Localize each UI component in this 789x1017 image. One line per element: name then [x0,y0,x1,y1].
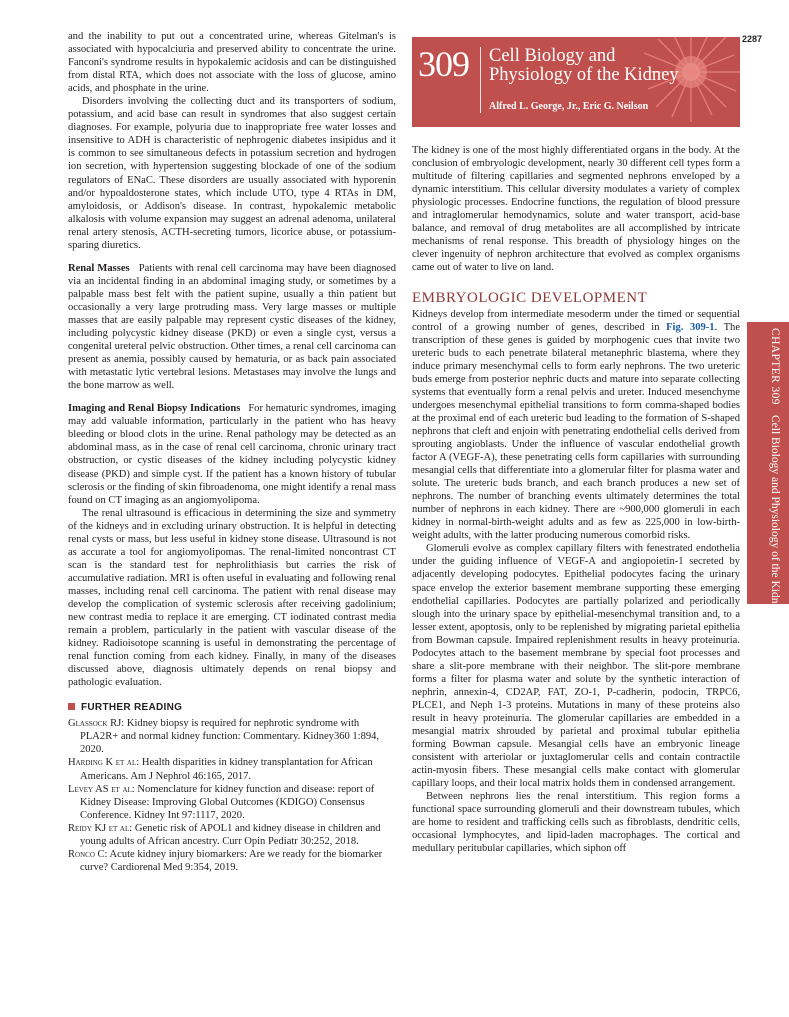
paragraph-text: For hematuric syndromes, imaging may add valuable information, particularly in the patient who has heavy bleeding or blood clots in the urine. Renal pathology may be detected as an abdominal mass, as in the case of renal cell carcinoma, chronic urinary tract obstruction, or cystic diseases of the kidney including polycystic kidney disease (PKD) and simple cyst. If the patient has a known history of tubular sclerosis or the finding of skin fibroadenoma, one might identify a renal mass found on CT imaging as an angiomyolipoma. [68,403,396,506]
reference-item [68,783,396,822]
chapter-side-tab [747,322,789,615]
run-in-heading: Renal Masses [68,262,130,274]
section-heading: EMBRYOLOGIC DEVELOPMENT [412,290,648,307]
chapter-title-line: Cell Biology and [489,46,616,66]
paragraph: Glomeruli evolve as complex capillary filters with fenestrated endothelia under the guiding influence of VEGF-A and angiopoietin-1 secreted by adjacently developing podocytes. Epithelial podocytes facing the urinary space envelop the exterior basement membrane supporting these emerging endothelial capillaries. Podocytes are partially polarized and periodically slough into the urinary space by epithelial-mesenchymal transition and, to a lesser extent, apoptosis, only to be replenished by migrating parietal epithelia from Bowman capsule. Impaired replenishment results in heavy proteinuria. Podocytes attach to the basement membrane by special foot processes and share a slit-pore membrane with their neighbor. The slit-pore membrane forms a filter for plasma water and solute by the synthetic interaction of nephrin, annexin-4, CD2AP, FAT, ZO-1, P-cadherin, podocin, TRPC6, PLCE1, and Neph 1-3 proteins. Mutations in many of these proteins also result in heavy proteinuria. The glomerular capillaries are embedded in a mesangial matrix shrouded by parietal and proximal tubular epithelia forming Bowman capsule. Mesangial cells have an embryonic lineage consistent with arteriolar or juxtaglomerular cells and contain contractile actin-myosin fibers. These mesangial cells make contact with glomerular capillary loops, and their local matrix holds them in condensed arrangement. [412,543,740,790]
reference-author: Reidy KJ et al: [68,822,133,834]
paragraph-text: . The transcription of these genes is guided by morphogenic cues that invite two ureteric buds to each penetrate bilateral metanephric blastema, where they induce primary mesenchymal cells to form early nephrons. The two ureteric buds emerge from posterior nephric ducts and mature into separate collecting systems that eventually form a renal pelvis and ureter. Induced mesenchyme undergoes mesenchymal epithelial transitions to form comma-shaped bodies at the proximal end of each ureteric bud leading to the formation of S-shaped nephrons that cleft and enjoin with penetrating endothelial cells derived from sprouting angioblasts. Under the influence of vascular endothelial growth factor A (VEGF-A), these penetrating cells form capillaries with surrounding mesangial cells that differentiate into a glomerular filter for plasma water and solute. The ureteric buds branch, and each branch produces a new set of nephrons. The number of branching events ultimately determines the total number of nephrons in each kidney. There are ~900,000 glomeruli in each kidney in normal-birth-weight adults and as few as 225,000 in low-birth-weight adults, with the latter producing numerous comorbid risks. [412,321,740,542]
run-in-heading: Imaging and Renal Biopsy Indications [68,403,241,415]
paragraph-imaging [68,402,396,506]
title-divider [480,47,481,113]
further-reading-label: FURTHER READING [81,702,183,714]
paragraph: Between nephrons lies the renal interstitium. This region forms a functional space surrounding glomeruli and their downstream tubules, which are home to resident and trafficking cells such as fibroblasts, dendritic cells, occasional lymphocytes, and lipid-laden macrophages. The cortical and medullary peritubular capillaries, which siphon off [412,791,740,855]
reference-author: Harding K et al: [68,757,140,769]
chapter-title-line: Physiology of the Kidney [489,65,679,85]
paragraph-text: Kidneys develop from intermediate mesoderm under the timed or sequential control of a growing number of genes, described in [412,308,740,333]
left-column [68,30,396,874]
reference-author: Levey AS et al: [68,783,135,795]
reference-author: Glassock RJ: [68,718,125,730]
reference-item [68,756,396,782]
figure-link[interactable]: Fig. 309-1 [666,321,715,333]
paragraph-text: Patients with renal cell carcinoma may have been diagnosed via an incidental finding in an abdominal imaging study, or sometimes by a palpable mass best felt with the patient supine, usually a thin patient but occasionally a very large protruding mass. Very large masses or multiple masses that are easily palpable may represent cystic diseases of the kidney, including polycystic kidney disease (PKD) or even a single cyst, versus a congenital ureteral pelvic obstruction. Other times, a renal cell carcinoma can present as anemia, possibly caused by hematuria, or as back pain associated with metastatic lytic vertebral lesions. Metastases may involve the lungs and the bone marrow as well. [68,262,396,392]
intro-paragraph: The kidney is one of the most highly differentiated organs in the body. At the conclusion of embryologic development, nearly 30 different cell types form a multitude of filtering capillaries and segmented nephrons enveloped by a dynamic interstitium. This cellular diversity modulates a variety of complex physiologic processes. Endocrine functions, the regulation of blood pressure and intraglomerular hemodynamics, solute and water transport, acid-base balance, and removal of drug metabolites are all accomplished by intricate mechanisms of renal response. This breadth of physiology hinges on the clever ingenuity of nephron architecture that evolved as complex organisms came out of water to live on land. [412,145,740,274]
right-column [412,144,740,855]
reference-text: Nomenclature for kidney function and disease: report of Kidney Disease: Improving Global Outcomes (KDIGO) Consensus Conference. Kidney Int 97:1117, 2020. [80,783,375,821]
section-marker-icon [68,703,75,710]
chapter-title [489,47,679,85]
chapter-authors: Alfred L. George, Jr., Eric G. Neilson [489,101,649,112]
chapter-title-box [412,37,740,127]
reference-text: Genetic risk of APOL1 and kidney disease in children and young adults of African ancestry. Curr Opin Pediatr 30:252, 2018. [80,822,381,847]
paragraph-embryo [412,308,740,543]
chapter-number: 309 [418,44,469,84]
reference-list [68,717,396,874]
reference-item [68,848,396,874]
paragraph: and the inability to put out a concentrated urine, whereas Gitelman's is associated with hypocalciuria and preserved ability to concentrate the urine. Fanconi's syndrome results in hypokalemic acidosis and can be distinguished from distal RTA, which does not associate with the loss of glucose, amino acids, and phosphate in the urine. [68,31,396,95]
side-tab-title: Cell Biology and Physiology of the Kidney [769,414,781,615]
paragraph-renal-masses [68,262,396,392]
paragraph: The renal ultrasound is efficacious in determining the size and symmetry of the kidneys and in excluding urinary obstruction. It is helpful in detecting renal cysts or mass, but less useful in kidney stone disease. Ultrasound is not as accurate a tool for angiomyolipomas. The renal-limited noncontrast CT scan is the standard test for nephrolithiasis but carries the risk of accumulative radiation. MRI is often useful in evaluating and following renal masses, including renal cell carcinoma. The patient with renal disease may develop the complication of systemic sclerosis after receiving gadolinium; new contrast media to replace it are emerging. CT iodinated contrast media remain a problem, particularly in the patient with vascular disease of the kidney. Radioisotope scanning is useful in demonstrating the percentage of renal function coming from each kidney. Finally, in many of the diseases discussed above, diagnosis ultimately depends on renal biopsy and pathologic evaluation. [68,507,396,689]
reference-text: Health disparities in kidney transplantation for African Americans. Am J Nephrol 46:165, 2017. [80,757,373,782]
side-tab-text [769,328,781,614]
reference-item [68,717,396,756]
reference-item [68,822,396,848]
further-reading-heading [68,701,396,714]
reference-text: Acute kidney injury biomarkers: Are we ready for the biomarker curve? Cardiorenal Med 9:354, 2019. [80,848,383,873]
page-number: 2287 [742,34,763,44]
reference-author: Ronco C: [68,848,108,860]
side-tab-label: CHAPTER 309 [769,328,781,405]
reference-text: Kidney biopsy is required for nephrotic syndrome with PLA2R+ and normal kidney function: Commentary. Kidney360 1:894, 2020. [80,718,380,756]
paragraph: Disorders involving the collecting duct and its transporters of sodium, potassium, and acid base can result in syndromes that also suggest certain diagnoses. For example, polyuria due to inappropriate free water losses and insensitive to ADH is characteristic of nephrogenic diabetes insipidus and it is common to see simultaneous defects in potassium secretion and hydrogen ion secretion, with hypertension suggesting blockade of one of the sodium regulators of ENaC. These disorders are usually associated with hyporenin and/or hypoaldosterone states, which include UTO, type 4 RTAs in DM, amyloidosis, or Addison's disease. In contrast, hypokalemic metabolic alkalosis with volume expansion may suggest an adrenal adenoma, unilateral renal artery stenosis, ACTH-secreting tumors, licorice abuse, or potassium-sparing diuretics. [68,96,396,251]
